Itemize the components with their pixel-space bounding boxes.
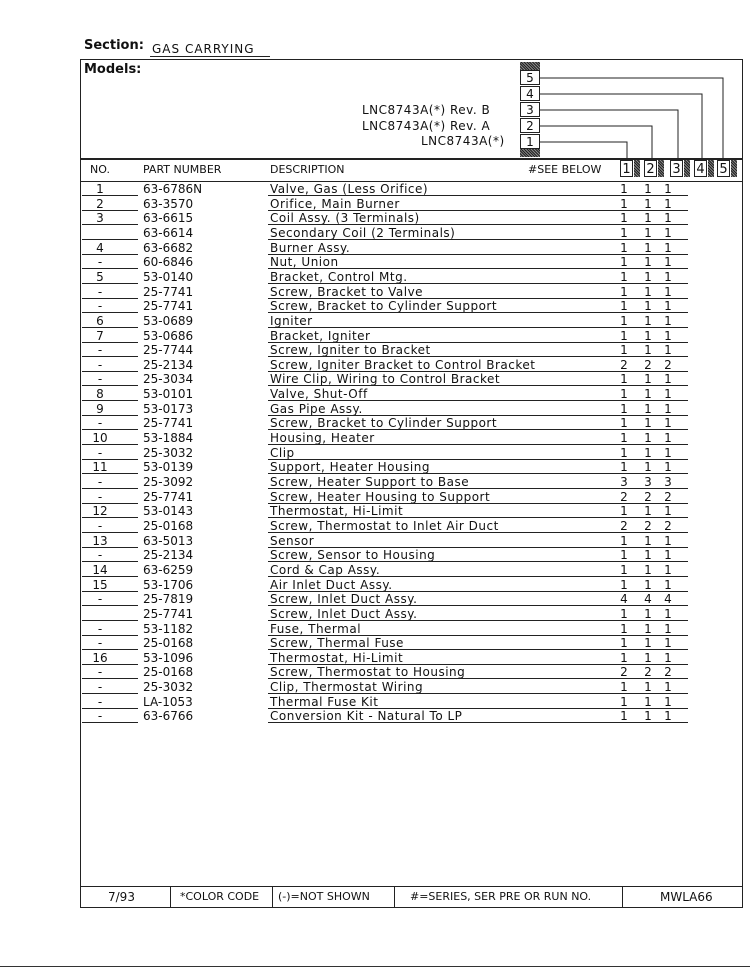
row-quantity-col-1: 1 xyxy=(620,299,628,314)
row-quantity-col-2: 1 xyxy=(644,182,652,196)
row-part-number: 53-0140 xyxy=(143,269,194,284)
row-part-number: 63-6615 xyxy=(143,211,194,226)
row-quantity-col-3: 1 xyxy=(664,225,672,240)
col-header-shade-3 xyxy=(684,160,690,177)
row-quantity-col-3: 1 xyxy=(664,284,672,299)
row-quantity-col-2: 2 xyxy=(644,357,652,372)
row-quantity-col-3: 1 xyxy=(664,562,672,577)
table-row xyxy=(80,563,740,577)
col-header-1: 1 xyxy=(620,160,633,177)
table-row xyxy=(80,592,740,606)
stack-box-2: 2 xyxy=(520,118,540,133)
col-header-see-below: #SEE BELOW xyxy=(528,163,602,176)
row-quantity-col-1: 1 xyxy=(620,621,628,636)
row-quantity-col-2: 1 xyxy=(644,504,652,519)
row-quantity-col-2: 1 xyxy=(644,313,652,328)
row-description: Screw, Bracket to Cylinder Support xyxy=(270,416,498,431)
table-row xyxy=(80,299,740,313)
row-quantity-col-2: 1 xyxy=(644,636,652,651)
row-description: Valve, Shut-Off xyxy=(270,387,368,402)
row-quantity-col-1: 1 xyxy=(620,445,628,460)
row-description: Gas Pipe Assy. xyxy=(270,401,363,416)
row-item-number: - xyxy=(97,709,103,724)
row-item-number: 8 xyxy=(96,387,104,402)
row-description: Secondary Coil (2 Terminals) xyxy=(270,225,456,240)
footer-rule xyxy=(80,886,743,887)
col-header-shade-1 xyxy=(634,160,640,177)
row-quantity-col-1: 1 xyxy=(620,387,628,402)
row-item-number: - xyxy=(97,518,103,533)
row-quantity-col-1: 1 xyxy=(620,548,628,563)
row-description: Bracket, Igniter xyxy=(270,328,371,343)
row-item-number: - xyxy=(97,445,103,460)
row-quantity-col-1: 1 xyxy=(620,460,628,475)
row-description: Screw, Thermostat to Inlet Air Duct xyxy=(270,518,499,533)
row-quantity-col-2: 1 xyxy=(644,548,652,563)
table-row xyxy=(80,534,740,548)
row-description: Thermal Fuse Kit xyxy=(270,694,379,709)
table-row xyxy=(80,578,740,592)
table-row xyxy=(80,504,740,518)
row-part-number: 53-0101 xyxy=(143,387,194,402)
row-part-number: 25-3032 xyxy=(143,680,194,695)
row-quantity-col-3: 2 xyxy=(664,357,672,372)
table-row xyxy=(80,226,740,240)
row-quantity-col-1: 1 xyxy=(620,416,628,431)
row-quantity-col-1: 1 xyxy=(620,636,628,651)
row-quantity-col-3: 1 xyxy=(664,577,672,592)
row-item-number: 11 xyxy=(92,460,108,475)
row-quantity-col-3: 1 xyxy=(664,416,672,431)
row-item-number: 5 xyxy=(96,269,104,284)
table-row xyxy=(80,651,740,665)
row-description: Screw, Bracket to Valve xyxy=(270,284,424,299)
row-quantity-col-3: 1 xyxy=(664,328,672,343)
row-quantity-col-3: 1 xyxy=(664,460,672,475)
row-rule-description xyxy=(268,722,688,723)
row-quantity-col-1: 1 xyxy=(620,240,628,255)
row-part-number: 25-7741 xyxy=(143,606,194,621)
row-quantity-col-1: 1 xyxy=(620,680,628,695)
row-quantity-col-3: 1 xyxy=(664,680,672,695)
row-description: Screw, Bracket to Cylinder Support xyxy=(270,299,498,314)
table-row xyxy=(80,255,740,269)
row-quantity-col-3: 1 xyxy=(664,650,672,665)
row-part-number: 53-1182 xyxy=(143,621,194,636)
table-row xyxy=(80,709,740,723)
row-quantity-col-1: 1 xyxy=(620,196,628,211)
row-description: Thermostat, Hi-Limit xyxy=(270,650,404,665)
row-quantity-col-3: 1 xyxy=(664,182,672,196)
stack-box-4: 4 xyxy=(520,86,540,101)
row-quantity-col-2: 1 xyxy=(644,225,652,240)
row-description: Screw, Sensor to Housing xyxy=(270,548,436,563)
col-header-part: PART NUMBER xyxy=(143,163,222,176)
row-part-number: 53-1706 xyxy=(143,577,194,592)
table-row xyxy=(80,446,740,460)
col-header-5: 5 xyxy=(717,160,730,177)
footer-doc-code: MWLA66 xyxy=(660,890,713,904)
row-description: Air Inlet Duct Assy. xyxy=(270,577,393,592)
table-row xyxy=(80,211,740,225)
row-part-number: 53-1096 xyxy=(143,650,194,665)
row-quantity-col-2: 1 xyxy=(644,431,652,446)
row-item-number: 3 xyxy=(96,211,104,226)
row-quantity-col-1: 2 xyxy=(620,489,628,504)
row-item-number: - xyxy=(97,343,103,358)
row-quantity-col-1: 1 xyxy=(620,577,628,592)
row-item-number: - xyxy=(97,665,103,680)
row-quantity-col-1: 1 xyxy=(620,372,628,387)
table-row xyxy=(80,475,740,489)
row-part-number: 25-0168 xyxy=(143,636,194,651)
row-item-number: 7 xyxy=(96,328,104,343)
row-description: Sensor xyxy=(270,533,315,548)
row-quantity-col-3: 1 xyxy=(664,211,672,226)
footer-series-note: #=SERIES, SER PRE OR RUN NO. xyxy=(410,890,592,903)
row-quantity-col-1: 1 xyxy=(620,401,628,416)
row-quantity-col-2: 2 xyxy=(644,489,652,504)
row-quantity-col-3: 1 xyxy=(664,343,672,358)
row-part-number: 63-6766 xyxy=(143,709,194,724)
model-entry-rev-a: LNC8743A(*) Rev. A xyxy=(362,119,491,133)
row-quantity-col-2: 1 xyxy=(644,269,652,284)
footer-not-shown: (-)=NOT SHOWN xyxy=(278,890,370,903)
row-item-number: - xyxy=(97,416,103,431)
section-value: GAS CARRYING xyxy=(152,42,255,56)
row-part-number: LA-1053 xyxy=(143,694,193,709)
stack-box-3: 3 xyxy=(520,102,540,117)
row-quantity-col-2: 1 xyxy=(644,577,652,592)
row-item-number: - xyxy=(97,489,103,504)
row-quantity-col-1: 1 xyxy=(620,562,628,577)
row-quantity-col-1: 2 xyxy=(620,518,628,533)
row-quantity-col-3: 1 xyxy=(664,401,672,416)
row-quantity-col-2: 1 xyxy=(644,401,652,416)
footer-sep-4 xyxy=(622,886,623,908)
row-quantity-col-2: 1 xyxy=(644,416,652,431)
row-part-number: 25-0168 xyxy=(143,665,194,680)
model-entry-rev-b: LNC8743A(*) Rev. B xyxy=(362,103,491,117)
row-item-number: 12 xyxy=(92,504,108,519)
col-header-2: 2 xyxy=(644,160,657,177)
row-item-number: 6 xyxy=(96,313,104,328)
table-row xyxy=(80,519,740,533)
table-row xyxy=(80,490,740,504)
row-item-number: 2 xyxy=(96,196,104,211)
row-description: Support, Heater Housing xyxy=(270,460,430,475)
footer-sep-1 xyxy=(170,886,171,908)
row-part-number: 25-2134 xyxy=(143,548,194,563)
row-part-number: 25-7741 xyxy=(143,284,194,299)
table-row xyxy=(80,329,740,343)
row-part-number: 25-3034 xyxy=(143,372,194,387)
row-quantity-col-3: 1 xyxy=(664,431,672,446)
row-description: Thermostat, Hi-Limit xyxy=(270,504,404,519)
row-quantity-col-2: 1 xyxy=(644,606,652,621)
table-row xyxy=(80,402,740,416)
row-quantity-col-2: 1 xyxy=(644,621,652,636)
row-quantity-col-2: 1 xyxy=(644,460,652,475)
section-label: Section: xyxy=(84,38,144,53)
row-quantity-col-3: 1 xyxy=(664,694,672,709)
row-quantity-col-2: 2 xyxy=(644,518,652,533)
row-item-number: 15 xyxy=(92,577,108,592)
table-row xyxy=(80,416,740,430)
row-quantity-col-1: 1 xyxy=(620,694,628,709)
table-row xyxy=(80,607,740,621)
row-quantity-col-2: 1 xyxy=(644,680,652,695)
row-quantity-col-1: 1 xyxy=(620,269,628,284)
row-description: Conversion Kit - Natural To LP xyxy=(270,709,463,724)
row-description: Screw, Heater Support to Base xyxy=(270,475,470,489)
row-quantity-col-3: 1 xyxy=(664,240,672,255)
row-quantity-col-1: 1 xyxy=(620,709,628,724)
row-quantity-col-1: 2 xyxy=(620,665,628,680)
row-part-number: 63-6682 xyxy=(143,240,194,255)
row-description: Orifice, Main Burner xyxy=(270,196,400,211)
table-row xyxy=(80,636,740,650)
row-item-number: 16 xyxy=(92,650,108,665)
row-item-number: - xyxy=(97,299,103,314)
row-quantity-col-3: 1 xyxy=(664,196,672,211)
row-description: Valve, Gas (Less Orifice) xyxy=(270,182,429,196)
row-item-number: - xyxy=(97,372,103,387)
row-item-number: 14 xyxy=(92,562,108,577)
row-description: Screw, Igniter to Bracket xyxy=(270,343,431,358)
table-row xyxy=(80,622,740,636)
row-quantity-col-1: 2 xyxy=(620,357,628,372)
row-quantity-col-3: 1 xyxy=(664,548,672,563)
col-header-shade-5 xyxy=(731,160,737,177)
col-header-4: 4 xyxy=(694,160,707,177)
row-description: Wire Clip, Wiring to Control Bracket xyxy=(270,372,501,387)
row-quantity-col-3: 1 xyxy=(664,533,672,548)
col-header-desc: DESCRIPTION xyxy=(270,163,345,176)
row-quantity-col-3: 1 xyxy=(664,313,672,328)
row-part-number: 25-3032 xyxy=(143,445,194,460)
row-item-number: - xyxy=(97,357,103,372)
row-description: Cord & Cap Assy. xyxy=(270,562,381,577)
row-quantity-col-3: 1 xyxy=(664,255,672,270)
row-description: Nut, Union xyxy=(270,255,339,270)
table-row xyxy=(80,270,740,284)
row-part-number: 25-7819 xyxy=(143,592,194,607)
footer-color-code: *COLOR CODE xyxy=(180,890,260,903)
row-quantity-col-1: 1 xyxy=(620,431,628,446)
col-header-3: 3 xyxy=(670,160,683,177)
row-quantity-col-1: 1 xyxy=(620,182,628,196)
row-part-number: 63-6614 xyxy=(143,225,194,240)
row-item-number: - xyxy=(97,255,103,270)
stack-box-1: 1 xyxy=(520,134,540,149)
row-description: Bracket, Control Mtg. xyxy=(270,269,408,284)
row-description: Fuse, Thermal xyxy=(270,621,362,636)
table-row xyxy=(80,241,740,255)
table-row xyxy=(80,372,740,386)
row-item-number: - xyxy=(97,548,103,563)
row-quantity-col-3: 1 xyxy=(664,299,672,314)
row-item-number: - xyxy=(97,680,103,695)
row-description: Housing, Heater xyxy=(270,431,375,446)
row-quantity-col-2: 1 xyxy=(644,709,652,724)
row-quantity-col-1: 1 xyxy=(620,284,628,299)
row-description: Screw, Thermal Fuse xyxy=(270,636,404,651)
row-description: Burner Assy. xyxy=(270,240,351,255)
table-row xyxy=(80,197,740,211)
col-header-shade-2 xyxy=(658,160,664,177)
table-row xyxy=(80,665,740,679)
col-header-shade-4 xyxy=(708,160,714,177)
row-quantity-col-1: 4 xyxy=(620,592,628,607)
row-quantity-col-1: 1 xyxy=(620,255,628,270)
row-quantity-col-3: 4 xyxy=(664,592,672,607)
row-quantity-col-1: 1 xyxy=(620,343,628,358)
row-part-number: 53-0686 xyxy=(143,328,194,343)
row-quantity-col-1: 1 xyxy=(620,533,628,548)
table-row xyxy=(80,460,740,474)
row-description: Screw, Heater Housing to Support xyxy=(270,489,491,504)
row-quantity-col-3: 2 xyxy=(664,665,672,680)
row-part-number: 25-3092 xyxy=(143,475,194,489)
footer-sep-2 xyxy=(272,886,273,908)
row-part-number: 53-0143 xyxy=(143,504,194,519)
row-quantity-col-1: 1 xyxy=(620,606,628,621)
row-part-number: 63-5013 xyxy=(143,533,194,548)
row-quantity-col-2: 4 xyxy=(644,592,652,607)
row-part-number: 60-6846 xyxy=(143,255,194,270)
row-quantity-col-2: 1 xyxy=(644,255,652,270)
row-quantity-col-2: 1 xyxy=(644,372,652,387)
row-part-number: 25-2134 xyxy=(143,357,194,372)
row-item-number: 9 xyxy=(96,401,104,416)
row-quantity-col-2: 1 xyxy=(644,387,652,402)
row-quantity-col-1: 1 xyxy=(620,225,628,240)
row-quantity-col-2: 1 xyxy=(644,240,652,255)
row-description: Screw, Igniter Bracket to Control Bracket xyxy=(270,357,536,372)
page-bottom-rule xyxy=(0,966,750,967)
table-row xyxy=(80,285,740,299)
row-quantity-col-3: 1 xyxy=(664,269,672,284)
table-row xyxy=(80,314,740,328)
row-item-number: - xyxy=(97,636,103,651)
row-quantity-col-3: 1 xyxy=(664,709,672,724)
row-part-number: 53-1884 xyxy=(143,431,194,446)
row-rule-number xyxy=(82,722,138,723)
models-label: Models: xyxy=(84,62,142,77)
row-description: Clip, Thermostat Wiring xyxy=(270,680,424,695)
row-quantity-col-2: 1 xyxy=(644,284,652,299)
row-quantity-col-2: 1 xyxy=(644,299,652,314)
footer-sep-3 xyxy=(394,886,395,908)
row-quantity-col-2: 1 xyxy=(644,533,652,548)
row-quantity-col-2: 1 xyxy=(644,343,652,358)
row-part-number: 25-7741 xyxy=(143,489,194,504)
table-row xyxy=(80,680,740,694)
row-item-number: - xyxy=(97,475,103,489)
row-quantity-col-2: 1 xyxy=(644,328,652,343)
row-part-number: 25-7744 xyxy=(143,343,194,358)
row-description: Screw, Inlet Duct Assy. xyxy=(270,606,418,621)
row-item-number: 13 xyxy=(92,533,108,548)
table-row xyxy=(80,182,740,196)
row-quantity-col-1: 1 xyxy=(620,313,628,328)
row-part-number: 53-0139 xyxy=(143,460,194,475)
table-row xyxy=(80,548,740,562)
row-quantity-col-1: 1 xyxy=(620,650,628,665)
table-row xyxy=(80,387,740,401)
row-quantity-col-1: 3 xyxy=(620,475,628,489)
row-item-number: - xyxy=(97,592,103,607)
row-part-number: 25-7741 xyxy=(143,299,194,314)
row-quantity-col-3: 1 xyxy=(664,445,672,460)
row-quantity-col-3: 2 xyxy=(664,518,672,533)
row-description: Clip xyxy=(270,445,295,460)
footer-date: 7/93 xyxy=(108,890,135,904)
row-quantity-col-3: 1 xyxy=(664,636,672,651)
row-description: Coil Assy. (3 Terminals) xyxy=(270,211,420,226)
row-item-number: - xyxy=(97,694,103,709)
col-header-no: NO. xyxy=(90,163,110,176)
row-quantity-col-3: 2 xyxy=(664,489,672,504)
row-quantity-col-3: 3 xyxy=(664,475,672,489)
table-row xyxy=(80,431,740,445)
row-item-number: - xyxy=(97,621,103,636)
row-description: Screw, Inlet Duct Assy. xyxy=(270,592,418,607)
row-part-number: 25-0168 xyxy=(143,518,194,533)
row-description: Igniter xyxy=(270,313,313,328)
row-quantity-col-2: 1 xyxy=(644,562,652,577)
row-quantity-col-2: 1 xyxy=(644,211,652,226)
row-quantity-col-1: 1 xyxy=(620,328,628,343)
table-row xyxy=(80,695,740,709)
row-part-number: 25-7741 xyxy=(143,416,194,431)
row-quantity-col-1: 1 xyxy=(620,504,628,519)
row-quantity-col-3: 1 xyxy=(664,387,672,402)
row-quantity-col-1: 1 xyxy=(620,211,628,226)
row-quantity-col-3: 1 xyxy=(664,606,672,621)
row-quantity-col-2: 1 xyxy=(644,445,652,460)
stack-box-5: 5 xyxy=(520,70,540,85)
row-item-number: 10 xyxy=(92,431,108,446)
row-item-number: 4 xyxy=(96,240,104,255)
row-quantity-col-2: 1 xyxy=(644,196,652,211)
row-part-number: 53-0173 xyxy=(143,401,194,416)
row-part-number: 53-0689 xyxy=(143,313,194,328)
row-description: Screw, Thermostat to Housing xyxy=(270,665,466,680)
row-quantity-col-2: 1 xyxy=(644,694,652,709)
row-quantity-col-3: 1 xyxy=(664,621,672,636)
row-quantity-col-3: 1 xyxy=(664,372,672,387)
row-item-number: - xyxy=(97,284,103,299)
row-part-number: 63-6786N xyxy=(143,182,203,196)
row-quantity-col-3: 1 xyxy=(664,504,672,519)
model-entry-base: LNC8743A(*) xyxy=(421,134,505,148)
row-part-number: 63-6259 xyxy=(143,562,194,577)
row-quantity-col-2: 3 xyxy=(644,475,652,489)
row-part-number: 63-3570 xyxy=(143,196,194,211)
row-quantity-col-2: 1 xyxy=(644,650,652,665)
row-quantity-col-2: 2 xyxy=(644,665,652,680)
table-row xyxy=(80,343,740,357)
table-row xyxy=(80,358,740,372)
row-item-number: 1 xyxy=(96,182,104,196)
